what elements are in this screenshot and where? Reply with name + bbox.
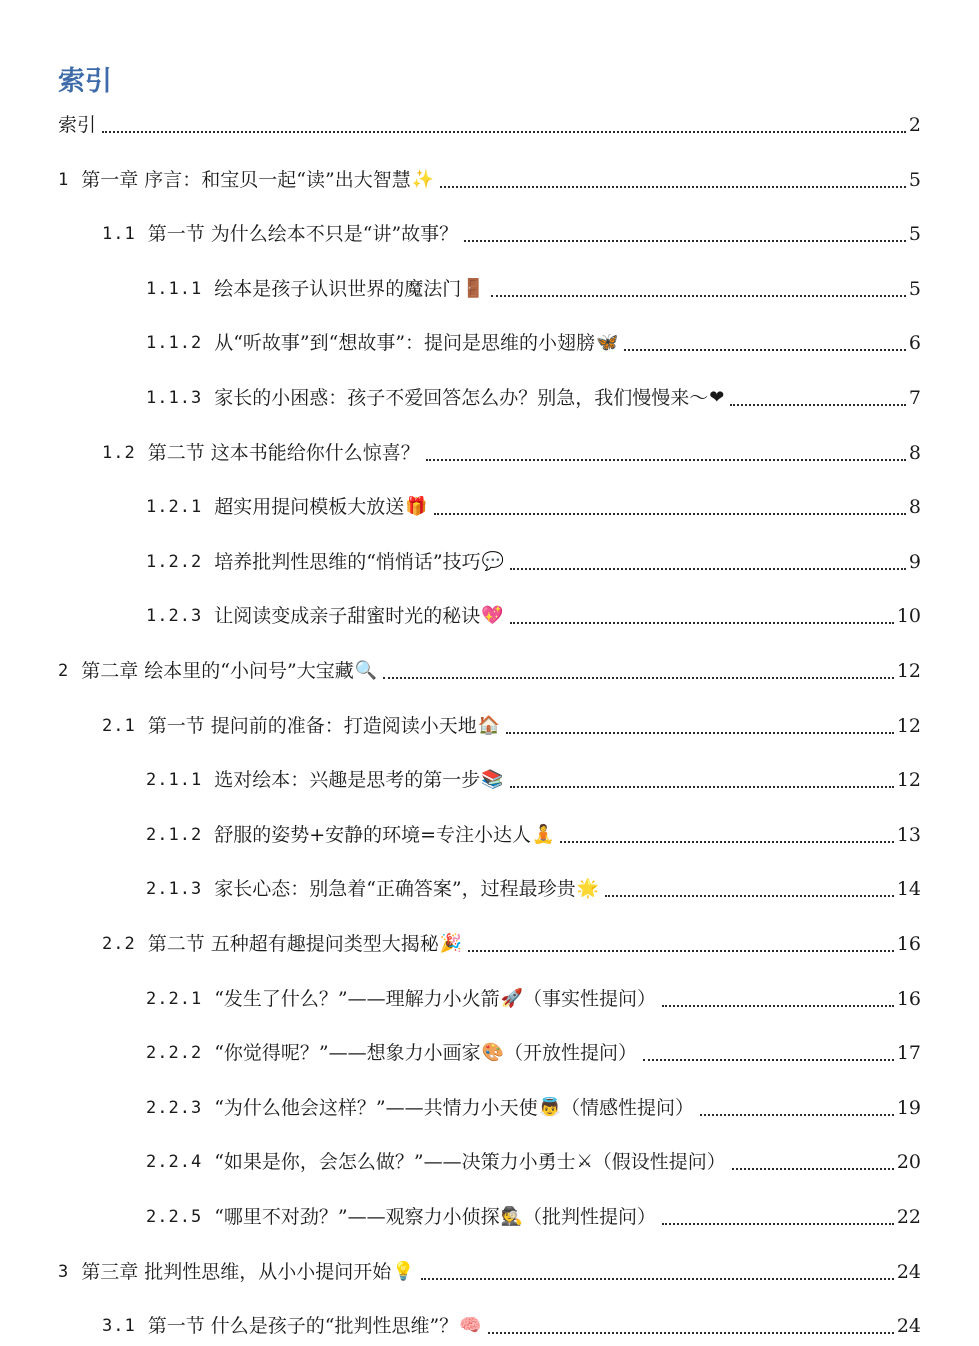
toc-dot-leader xyxy=(383,677,894,679)
toc-entry-emoji-icon: 🎉 xyxy=(439,933,463,954)
toc-entry-title: 第一节 为什么绘本不只是“讲”故事？ xyxy=(147,223,459,246)
toc-entry-number: 2 xyxy=(58,661,70,681)
toc-entry-title: 绘本是孩子认识世界的魔法门 xyxy=(214,277,462,300)
toc-entry-title: 第二节 五种超有趣提问类型大揭秘 xyxy=(147,933,439,955)
toc-dot-leader xyxy=(440,186,906,188)
toc-entry-title: 家长的小困惑：孩子不爱回答怎么办？别急，我们慢慢来～ xyxy=(214,387,709,409)
toc-entry-page-number: 12 xyxy=(896,660,921,682)
toc-entry-page-number: 16 xyxy=(896,933,921,955)
toc-entry-page-number: 12 xyxy=(896,714,921,737)
toc-entry-page-number: 13 xyxy=(896,823,921,846)
toc-entry-number: 2.1.2 xyxy=(146,824,203,845)
toc-entry-emoji-icon: 📚 xyxy=(481,769,504,791)
toc-entry-number: 1.2.3 xyxy=(146,606,203,627)
toc-entry[interactable] xyxy=(146,272,921,306)
toc-entry-number: 2.2.2 xyxy=(146,1043,203,1064)
toc-dot-leader xyxy=(700,1114,894,1116)
toc-dot-leader xyxy=(506,732,894,734)
toc-entry-title: “你觉得呢？”——想象力小画家 xyxy=(214,1042,481,1065)
toc-entry[interactable] xyxy=(58,1255,921,1289)
toc-entry-title: 选对绘本：兴趣是思考的第一步 xyxy=(214,769,481,792)
toc-entry-title: 索引 xyxy=(58,114,97,136)
toc-entry-emoji-icon: 💡 xyxy=(392,1260,415,1282)
toc-entry-title: 舒服的姿势+安静的环境=专注小达人 xyxy=(214,823,532,846)
toc-entry-number: 1.1 xyxy=(102,224,136,245)
toc-entry[interactable] xyxy=(146,818,921,852)
toc-entry-page-number: 7 xyxy=(908,387,921,409)
toc-entry-title: 第三章 批判性思维，从小小提问开始 xyxy=(81,1260,392,1283)
toc-entry-emoji-icon: 🧠 xyxy=(459,1315,482,1337)
toc-entry[interactable] xyxy=(146,1036,921,1070)
toc-entry-page-number: 12 xyxy=(896,769,921,792)
toc-entry-number: 2.1.1 xyxy=(146,770,203,791)
toc-entry-title: 第二章 绘本里的“小问号”大宝藏 xyxy=(81,660,354,682)
toc-entry-number: 1.1.1 xyxy=(146,278,203,299)
toc-entry-number: 2.1.3 xyxy=(146,879,203,900)
toc-entry[interactable] xyxy=(146,763,921,797)
toc-entry-emoji-icon: 🕵 xyxy=(500,1206,524,1227)
toc-entry-emoji-icon: 🚪 xyxy=(462,277,485,299)
toc-entry-page-number: 10 xyxy=(896,605,921,628)
toc-entry-emoji-icon: ✨ xyxy=(411,168,435,190)
toc-entry[interactable] xyxy=(146,1091,921,1125)
toc-entry-emoji-icon: 🚀 xyxy=(500,987,524,1009)
toc-entry-number: 1 xyxy=(58,169,70,190)
toc-entry-title: 家长心态：别急着“正确答案”，过程最珍贵 xyxy=(214,878,576,901)
toc-entry-page-number: 14 xyxy=(896,878,921,901)
toc-dot-leader xyxy=(510,622,894,624)
toc-entry-page-number: 5 xyxy=(908,277,921,300)
toc-entry-page-number: 9 xyxy=(908,550,921,573)
toc-entry[interactable] xyxy=(146,490,921,524)
toc-entry-emoji-icon: 💬 xyxy=(481,550,505,572)
toc-entry-number: 2.1 xyxy=(102,715,136,736)
toc-entry[interactable] xyxy=(58,654,921,688)
toc-dot-leader xyxy=(510,568,906,570)
toc-entry[interactable] xyxy=(58,163,921,197)
toc-entry-page-number: 6 xyxy=(908,332,921,355)
toc-entry-page-number: 8 xyxy=(908,496,921,519)
toc-dot-leader xyxy=(624,349,905,351)
toc-entry-title: “发生了什么？”——理解力小火箭 xyxy=(214,987,500,1010)
toc-entry-page-number: 17 xyxy=(896,1042,921,1065)
toc-entry-title: 第一节 什么是孩子的“批判性思维”？ xyxy=(147,1315,459,1338)
toc-entry-emoji-icon: 🦋 xyxy=(596,332,619,354)
toc-dot-leader xyxy=(643,1059,894,1061)
toc-entry-number: 2.2.3 xyxy=(146,1097,203,1118)
toc-entry-number: 3 xyxy=(58,1261,70,1282)
toc-entry-page-number: 22 xyxy=(896,1206,921,1228)
toc-entry-title: 第一章 序言：和宝贝一起“读”出大智慧 xyxy=(81,168,411,191)
toc-entry-emoji-icon: ❤ xyxy=(709,387,725,408)
toc-entry-number: 1.1.2 xyxy=(146,333,203,354)
toc-entry[interactable] xyxy=(146,381,921,415)
toc-entry-title: “为什么他会这样？”——共情力小天使 xyxy=(214,1096,538,1119)
toc-entry-title: 超实用提问模板大放送 xyxy=(214,496,405,519)
toc-entry-page-number: 20 xyxy=(896,1151,921,1174)
toc-entry-emoji-icon: 🧘 xyxy=(532,823,555,845)
toc-entry[interactable] xyxy=(102,217,921,251)
toc-entry-title: 第一节 提问前的准备：打造阅读小天地 xyxy=(147,714,477,737)
toc-entry-title: 培养批判性思维的“悄悄话”技巧 xyxy=(214,550,481,573)
toc-entry-suffix: （开放性提问） xyxy=(504,1042,638,1065)
toc-entry[interactable] xyxy=(102,436,921,470)
toc-entry-title: “如果是你，会怎么做？”——决策力小勇士 xyxy=(214,1151,576,1174)
toc-dot-leader xyxy=(662,1005,894,1007)
toc-entry-number: 1.2.2 xyxy=(146,551,203,572)
toc-entry[interactable] xyxy=(146,1145,921,1179)
toc-entry-number: 1.2.1 xyxy=(146,497,203,518)
toc-entry[interactable] xyxy=(146,872,921,906)
toc-dot-leader xyxy=(464,240,906,242)
toc-entry-suffix: （批判性提问） xyxy=(523,1206,657,1228)
toc-dot-leader xyxy=(605,895,894,897)
toc-entry-page-number: 8 xyxy=(908,441,921,464)
toc-entry-number: 2.2.4 xyxy=(146,1152,203,1173)
toc-dot-leader xyxy=(421,1278,894,1280)
toc-entry-title: 从“听故事”到“想故事”：提问是思维的小翅膀 xyxy=(214,332,596,355)
toc-dot-leader xyxy=(730,404,906,406)
toc-entry-emoji-icon: 🔍 xyxy=(354,660,378,681)
toc-entry-emoji-icon: 🏠 xyxy=(477,714,501,736)
toc-entry[interactable] xyxy=(102,1309,921,1343)
toc-dot-leader xyxy=(426,459,906,461)
toc-entry-title: 第二节 这本书能给你什么惊喜？ xyxy=(147,441,420,464)
toc-entry-page-number: 5 xyxy=(908,223,921,246)
toc-entry-page-number: 19 xyxy=(896,1096,921,1119)
toc-entry[interactable] xyxy=(146,982,921,1016)
toc-dot-leader xyxy=(560,841,893,843)
toc-dot-leader xyxy=(468,950,894,952)
toc-entry-title: “哪里不对劲？”——观察力小侦探 xyxy=(214,1206,500,1228)
toc-dot-leader xyxy=(488,1332,894,1334)
toc-dot-leader xyxy=(491,295,906,297)
toc-entry[interactable] xyxy=(146,599,921,633)
toc-dot-leader xyxy=(732,1168,894,1170)
toc-entry-emoji-icon: ⚔ xyxy=(576,1151,593,1173)
toc-entry-suffix: （事实性提问） xyxy=(523,987,657,1010)
index-heading: 索引 xyxy=(58,66,112,97)
toc-entry[interactable] xyxy=(102,927,921,961)
toc-entry-number: 3.1 xyxy=(102,1316,136,1337)
toc-entry-page-number: 5 xyxy=(908,168,921,191)
toc-entry[interactable] xyxy=(146,326,921,360)
toc-dot-leader xyxy=(510,786,894,788)
toc-entry[interactable] xyxy=(58,108,921,142)
toc-entry-number: 2.2 xyxy=(102,934,136,954)
toc-entry[interactable] xyxy=(146,545,921,579)
toc-dot-leader xyxy=(434,513,906,515)
toc-entry-emoji-icon: 🌟 xyxy=(576,878,600,900)
toc-entry-number: 1.1.3 xyxy=(146,388,203,408)
toc-entry-number: 2.2.1 xyxy=(146,988,203,1009)
toc-entry-emoji-icon: 🎨 xyxy=(481,1042,505,1064)
toc-entry-emoji-icon: 💖 xyxy=(481,605,504,627)
toc-dot-leader xyxy=(102,131,906,133)
toc-entry-page-number: 24 xyxy=(896,1260,921,1283)
toc-entry-page-number: 24 xyxy=(896,1315,921,1338)
toc-entry-number: 1.2 xyxy=(102,442,136,463)
toc-entry-emoji-icon: 👼 xyxy=(538,1096,562,1118)
toc-entry-title: 让阅读变成亲子甜蜜时光的秘诀 xyxy=(214,605,481,628)
toc-dot-leader xyxy=(662,1223,894,1225)
toc-entry-suffix: （假设性提问） xyxy=(592,1151,726,1174)
toc-entry-emoji-icon: 🎁 xyxy=(405,496,428,518)
toc-entry-number: 2.2.5 xyxy=(146,1207,203,1227)
toc-entry-page-number: 16 xyxy=(896,987,921,1010)
toc-entry[interactable] xyxy=(102,709,921,743)
toc-entry-suffix: （情感性提问） xyxy=(561,1096,695,1119)
toc-entry-page-number: 2 xyxy=(908,114,921,136)
toc-entry[interactable] xyxy=(146,1200,921,1234)
